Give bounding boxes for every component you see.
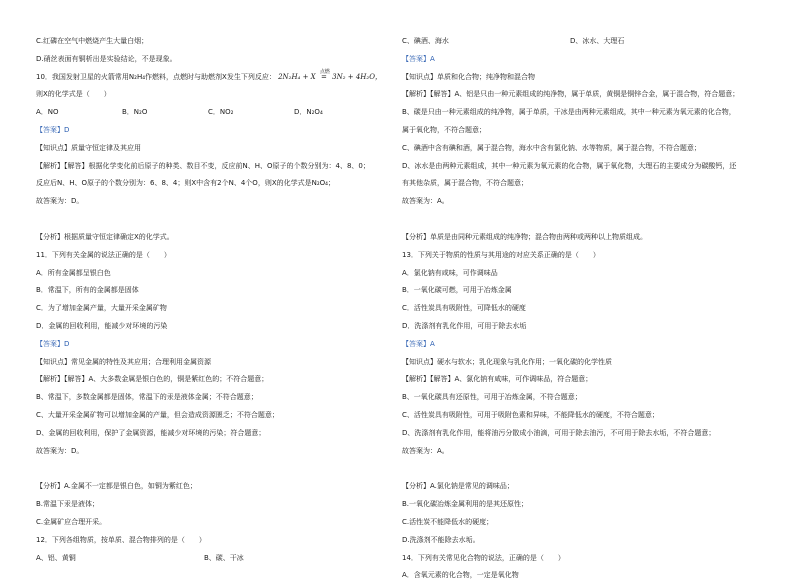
explanation-line: 反应后N、H、O原子的个数分别为：6、8、4；则X中含有2个N、4个O，则X的化学式是N₂O₄；	[36, 179, 335, 188]
explanation-line: 属于氧化物，不符合题意；	[402, 125, 486, 134]
option-c: C．NO₂	[208, 108, 234, 117]
explanation-line: 【解析】【解答】根据化学变化前后原子的种类、数目不变，反应前N、H、O原子的个数分别为：4、8、0；	[36, 161, 370, 170]
knowledge-point: 【知识点】常见金属的特性及其应用；合理利用金属资源	[36, 357, 211, 366]
question-14: 14．下列有关常见化合物的说法，正确的是（ ）	[402, 553, 565, 562]
text-line: D.硝丝表面有铜析出是实验结论，不是现象。	[36, 54, 177, 63]
option-a: A．含氧元素的化合物，一定是氧化物	[402, 571, 519, 580]
analysis-line: C.活性炭不能降低水的硬度；	[402, 517, 494, 526]
knowledge-point: 【知识点】硬水与软水；乳化现象与乳化作用；一氧化碳的化学性质	[402, 357, 612, 366]
question-10	[36, 68, 386, 82]
option-d: D、冰水、大理石	[570, 37, 625, 45]
option-b: B、碳、干冰	[204, 553, 244, 562]
analysis-line: B.一氧化碳冶炼金属利用的是其还原性；	[402, 500, 529, 509]
answer-label: 【答案】A	[402, 339, 435, 348]
analysis-line: B.常温下汞是液体；	[36, 500, 100, 509]
options-row	[36, 107, 386, 117]
right-column	[402, 36, 752, 588]
explanation-line: B、碳是只由一种元素组成的纯净物，属于单质，干冰是由两种元素组成，其中一种元素为氧元素的化合物，	[402, 108, 736, 117]
explanation-line: D、金属的回收利用，保护了金属资源，能减少对环境的污染；符合题意；	[36, 428, 266, 437]
option-a: A．NO	[36, 108, 59, 117]
analysis-line: 【分析】根据质量守恒定律确定X的化学式。	[36, 232, 174, 241]
answer-label: 【答案】D	[36, 339, 70, 348]
equation-right: 3N₂ + 4H₂O，	[332, 72, 382, 81]
option-a: A．所有金属都呈银白色	[36, 268, 111, 277]
option-d: D．洗涤剂有乳化作用，可用于除去水垢	[402, 321, 527, 330]
knowledge-point: 【知识点】质量守恒定律及其应用	[36, 143, 141, 152]
answer-label: 【答案】A	[402, 54, 435, 63]
option-c: C．活性炭具有吸附性，可降低水的硬度	[402, 304, 526, 313]
explanation-line: 【解析】【解答】A、铝是只由一种元素组成的纯净物，属于单质，黄铜是铜锌合金，属于混合物，符合题意；	[402, 90, 740, 99]
option-b: B．N₂O	[122, 108, 148, 117]
reaction-condition: 点燃 =	[319, 68, 330, 81]
left-column	[36, 36, 386, 570]
explanation-line: D、冰水是由两种元素组成，其中一种元素为氧元素的化合物，属于氧化物，大理石的主要成分为碳酸钙，还	[402, 161, 737, 170]
option-a: A．氯化钠有咸味，可作调味品	[402, 268, 498, 277]
analysis-line: 【分析】A.氯化钠是常见的调味品；	[402, 482, 514, 491]
condition-label: 点燃	[319, 68, 330, 75]
text-line: 则X的化学式是（ ）	[36, 90, 111, 99]
knowledge-point: 【知识点】单质和化合物；纯净物和混合物	[402, 72, 535, 81]
option-d: D．N₂O₄	[294, 108, 323, 117]
option-d: D．金属的回收利用，能减少对环境的污染	[36, 321, 168, 330]
explanation-line: 【解析】【解答】A、大多数金属是银白色的，铜是紫红色的；不符合题意；	[36, 375, 269, 384]
explanation-line: 有其他杂质，属于混合物，不符合题意；	[402, 179, 528, 188]
explanation-line: 故答案为：A。	[402, 197, 449, 206]
equation-left: 2N₂H₄ + X	[278, 72, 316, 81]
explanation-line: C、碘酒中含有碘和酒，属于混合物，海水中含有氯化钠、水等物质，属于混合物，不符合题意；	[402, 143, 701, 152]
explanation-line: D、洗涤剂有乳化作用，能将油污分散成小油滴，可用于除去油污，不可用于除去水垢，不符合题意；	[402, 428, 716, 437]
option-a: A、铝、黄铜	[36, 553, 76, 562]
analysis-line: D.洗涤剂不能除去水垢。	[402, 535, 480, 544]
question-text: 10．我国发射卫星的火箭常用N₂H₄作燃料，点燃时与助燃剂X发生下列反应：	[36, 72, 276, 81]
analysis-line: C.金属矿应合理开采。	[36, 517, 107, 526]
option-c: C、碘酒、海水	[402, 37, 449, 45]
explanation-line: C、大量开采金属矿物可以增加金属的产量，但会造成资源匮乏；不符合题意；	[36, 410, 279, 419]
options-row	[402, 36, 752, 46]
explanation-line: 【解析】【解答】A、氯化钠有咸味，可作调味品，符合题意；	[402, 375, 593, 384]
option-c: C．为了增加金属产量，大量开采金属矿物	[36, 304, 167, 313]
explanation-line: B、常温下，多数金属都是固体，常温下的汞是液体金属；不符合题意；	[36, 393, 258, 402]
question-12: 12．下列各组物质，按单质、混合物排列的是（ ）	[36, 535, 206, 544]
explanation-line: 故答案为：D。	[36, 197, 84, 206]
chemical-equation	[278, 68, 382, 81]
explanation-line: 故答案为：D。	[36, 446, 84, 455]
text-line: C.红磷在空气中燃烧产生大量白烟；	[36, 37, 149, 45]
explanation-line: 故答案为：A。	[402, 446, 449, 455]
explanation-line: B、一氧化碳具有还原性，可用于冶炼金属，不符合题意；	[402, 393, 582, 402]
option-b: B．常温下，所有的金属都是固体	[36, 286, 139, 295]
explanation-line: C、活性炭具有吸附性，可用于吸附色素和异味，不能降低水的硬度，不符合题意；	[402, 410, 659, 419]
answer-label: 【答案】D	[36, 125, 70, 134]
analysis-line: 【分析】单质是由同种元素组成的纯净物；混合物由两种或两种以上物质组成。	[402, 232, 647, 241]
option-b: B．一氧化碳可燃，可用于冶炼金属	[402, 286, 512, 295]
question-13: 13．下列关于物质的性质与其用途的对应关系正确的是（ ）	[402, 250, 600, 259]
question-11: 11．下列有关金属的说法正确的是（ ）	[36, 250, 171, 259]
options-row	[36, 553, 386, 563]
analysis-line: 【分析】A.金属不一定都是银白色，如铜为紫红色；	[36, 482, 197, 491]
